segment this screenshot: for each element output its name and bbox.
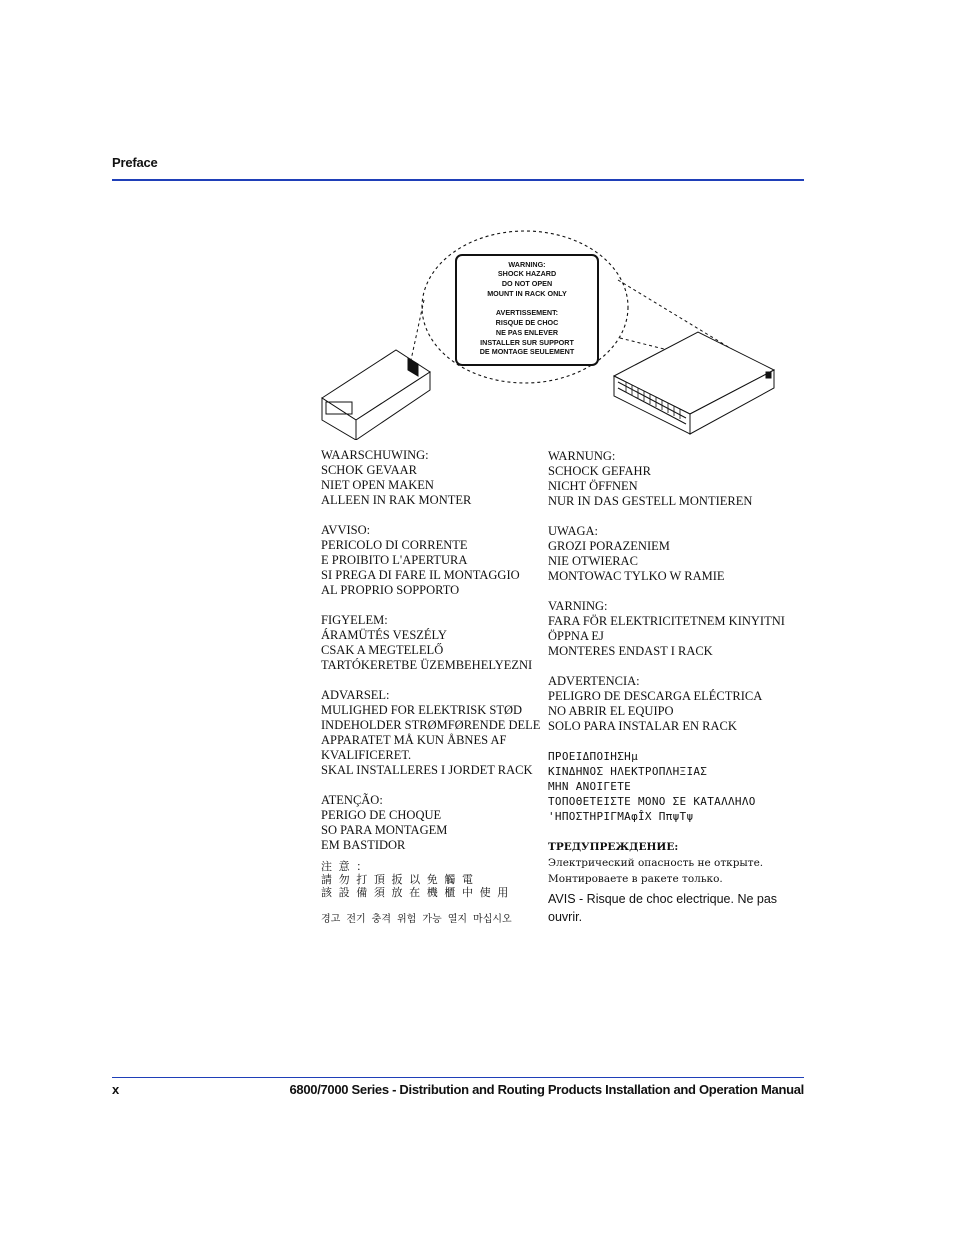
- warning-swedish: [548, 599, 785, 659]
- warning-russian: [548, 839, 785, 887]
- warning-line: NUR IN DAS GESTELL MONTIEREN: [548, 494, 753, 508]
- label-line: NE PAS ENLEVER: [495, 328, 559, 337]
- warning-line: SCHOCK GEFAHR: [548, 464, 651, 478]
- warning-line: EM BASTIDOR: [321, 838, 406, 852]
- label-line: INSTALLER SUR SUPPORT: [480, 338, 574, 347]
- warning-line: ALLEEN IN RAK MONTER: [321, 493, 472, 507]
- warning-line: VARNING:: [548, 599, 608, 613]
- warning-line: GROZI PORAZENIEM: [548, 539, 670, 553]
- warning-line: UWAGA:: [548, 524, 598, 538]
- warning-korean: 경고 전기 충격 위험 가능 열지 마십시오: [321, 914, 512, 925]
- warning-line: E PROIBITO L'APERTURA: [321, 553, 468, 567]
- warning-line: MONTOWAC TYLKO W RAMIE: [548, 569, 725, 583]
- warning-line: ADVERTENCIA:: [548, 674, 640, 688]
- warning-line: KVALIFICERET.: [321, 748, 412, 762]
- warning-line: Монтироваете в ракете только.: [548, 873, 723, 885]
- warning-line: NIE OTWIERAC: [548, 554, 638, 568]
- rack-frame-drawing: [614, 332, 774, 434]
- warning-line: NO ABRIR EL EQUIPO: [548, 704, 674, 718]
- warning-french-avis: AVIS - Risque de choc electrique. Ne pas ouvrir.: [548, 892, 778, 924]
- right-warning-column: [548, 449, 785, 902]
- warning-hungarian: [321, 613, 540, 673]
- warning-line: SO PARA MONTAGEM: [321, 823, 448, 837]
- label-line: DO NOT OPEN: [501, 279, 553, 288]
- warning-line: 注 意 ：: [321, 860, 368, 873]
- warning-line: SOLO PARA INSTALAR EN RACK: [548, 719, 737, 733]
- warning-line: 請 勿 打 頂 扳 以 免 觸 電: [321, 873, 473, 886]
- warning-line: PERICOLO DI CORRENTE: [321, 538, 468, 552]
- label-line: AVERTISSEMENT:: [495, 308, 559, 317]
- warning-line: INDEHOLDER STRØMFØRENDE DELE: [321, 718, 541, 732]
- warning-line: CSAK A MEGTELELŐ: [321, 643, 444, 657]
- warning-line: ATENÇÃO:: [321, 793, 383, 807]
- header-rule: [112, 179, 804, 181]
- warning-chinese: [321, 860, 508, 899]
- label-line: SHOCK HAZARD: [497, 269, 557, 278]
- label-line: WARNING:: [508, 260, 546, 269]
- warning-line: WARNUNG:: [548, 449, 616, 463]
- warning-line: PERIGO DE CHOQUE: [321, 808, 442, 822]
- warning-line: MONTERES ENDAST I RACK: [548, 644, 713, 658]
- warning-line: ΚΙΝΔΗΝΟΣ ΗΛΕΚΤΡΟΠΛΗΞΙΑΣ: [548, 765, 708, 778]
- warning-polish: [548, 524, 785, 584]
- warning-line: MULIGHED FOR ELEKTRISK STØD: [321, 703, 523, 717]
- warning-line: ΠΡΟΕΙΔΠΟΙΗΣΗμ: [548, 750, 638, 763]
- page-number: x: [112, 1082, 120, 1097]
- manual-title: 6800/7000 Series - Distribution and Routing Products Installation and Operation Manual: [289, 1082, 804, 1097]
- warning-line: NICHT ÖFFNEN: [548, 479, 638, 493]
- warning-spanish: [548, 674, 785, 734]
- warning-line: ÖPPNA EJ: [548, 629, 604, 643]
- warning-line: AVVISO:: [321, 523, 371, 537]
- label-line: DE MONTAGE SEULEMENT: [479, 347, 575, 356]
- left-warning-column: [321, 448, 540, 868]
- warning-line: NIET OPEN MAKEN: [321, 478, 434, 492]
- warning-line: SI PREGA DI FARE IL MONTAGGIO: [321, 568, 520, 582]
- module-device-drawing: [322, 350, 430, 440]
- label-line: RISQUE DE CHOC: [495, 318, 559, 327]
- warning-german: [548, 449, 785, 509]
- warning-line: FIGYELEM:: [321, 613, 388, 627]
- warning-line: FARA FÖR ELEKTRICITETNEM KINYITNI: [548, 614, 785, 628]
- warning-line: 'ΗΠΟΣΤΗΡΙΓΜΑφÎΧ ΠπψΤψ: [548, 810, 694, 823]
- warning-line: TARTÓKERETBE ÜZEMBEHELYEZNI: [321, 658, 533, 672]
- warning-line: PELIGRO DE DESCARGA ELÉCTRICA: [548, 689, 763, 703]
- warning-line: SKAL INSTALLERES I JORDET RACK: [321, 763, 533, 777]
- warning-line: ΤΟΠΟΘΕΤΕΙΣΤΕ ΜΟΝΟ ΣΕ ΚΑΤΑΛΛΗΛΟ: [548, 795, 756, 808]
- warning-line: WAARSCHUWING:: [321, 448, 429, 462]
- warning-label-illustration: [318, 230, 788, 440]
- warning-line: AL PROPRIO SOPPORTO: [321, 583, 460, 597]
- callout-line-left: [411, 300, 424, 360]
- warning-line: ÁRAMÜTÉS VESZÉLY: [321, 628, 447, 642]
- warning-portuguese: [321, 793, 540, 853]
- warning-italian: [321, 523, 540, 598]
- footer-rule: [112, 1077, 804, 1078]
- warning-greek: [548, 749, 785, 824]
- warning-line: SCHOK GEVAAR: [321, 463, 417, 477]
- label-line: MOUNT IN RACK ONLY: [487, 289, 567, 298]
- warning-line: Электрический опасность не открыте.: [548, 857, 764, 869]
- warning-line: APPARATET MÅ KUN ÅBNES AF: [321, 733, 507, 747]
- warning-line: ΜΗΝ ΑΝΟΙΓΕΤΕ: [548, 780, 632, 793]
- warning-line: ТРЕДУПРЕЖДЕНИЕ:: [548, 841, 679, 853]
- warning-line: 該 設 備 須 放 在 機 櫃 中 使 用: [321, 886, 509, 899]
- warning-line: ADVARSEL:: [321, 688, 390, 702]
- section-header: Preface: [112, 155, 158, 170]
- warning-danish: [321, 688, 540, 778]
- warning-dutch: [321, 448, 540, 508]
